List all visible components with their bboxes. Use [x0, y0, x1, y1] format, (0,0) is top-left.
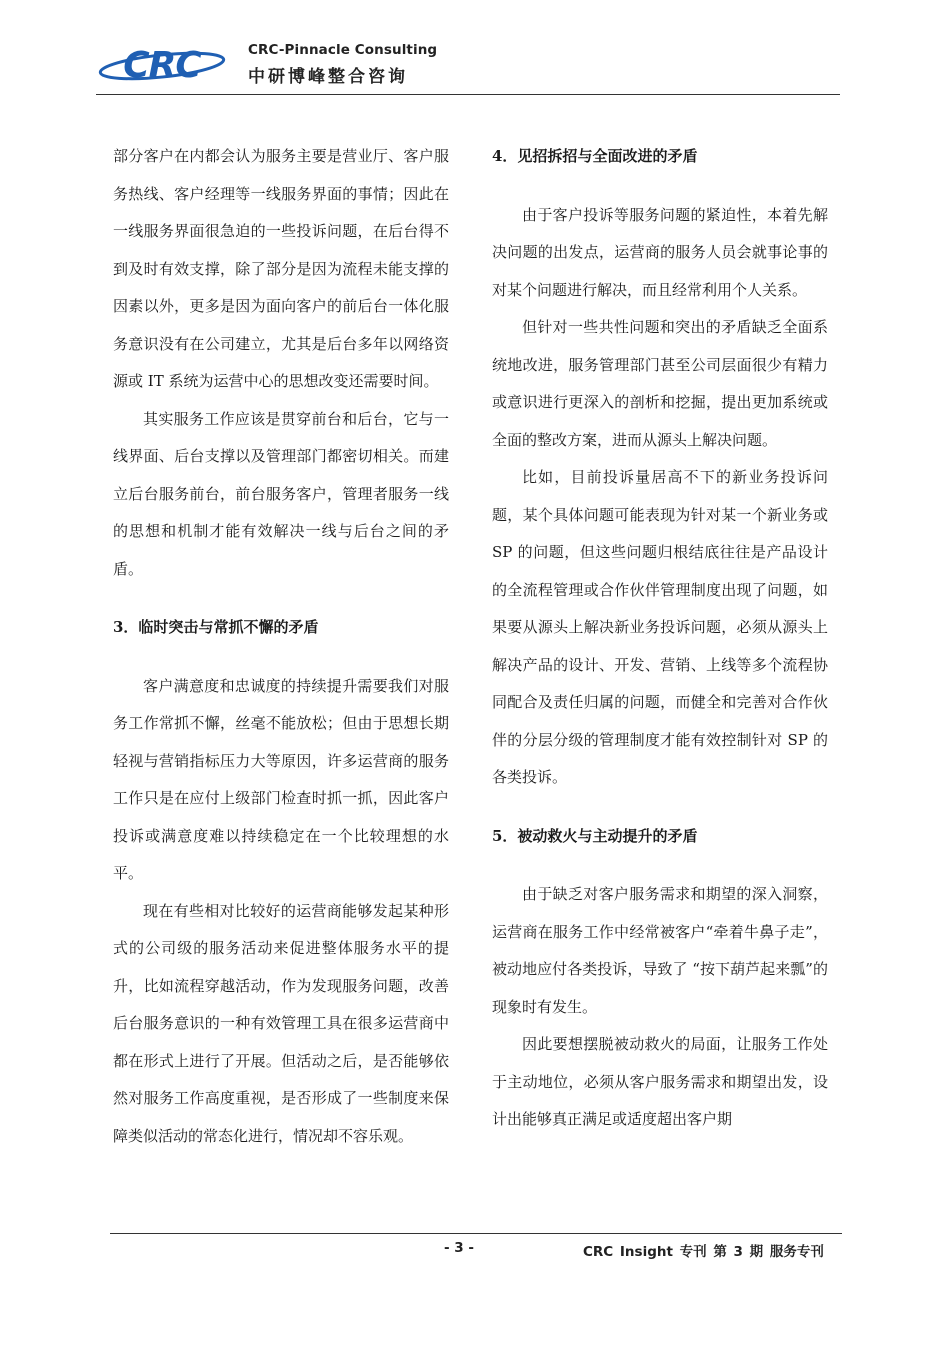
paragraph: 因此要想摆脱被动救火的局面，让服务工作处于主动地位，必须从客户服务需求和期望出发，设计出能够真正满足或适度超出客户期 [492, 1035, 828, 1128]
paragraph: 由于缺乏对客户服务需求和期望的深入洞察，运营商在服务工作中经常被客户“牵着牛鼻子走”，被动地应付各类投诉，导致了 “按下葫芦起来瓢”的现象时有发生。 [492, 885, 828, 1016]
paragraph: 部分客户在内都会认为服务主要是营业厅、客户服务热线、客户经理等一线服务界面的事情；因此在一线服务界面很急迫的一些投诉问题，在后台得不到及时有效支撑，除了部分是因为流程未能支撑的因素以外，更多是因为面向客户的前后台一体化服务意识没有在公司建立，尤其是后台多年以网络资源或 IT 系统为运营中心的思想改变还需要时间。 [113, 147, 449, 390]
section-heading-4: 4．见招拆招与全面改进的矛盾 [492, 147, 698, 165]
paragraph: 其实服务工作应该是贯穿前台和后台，它与一线界面、后台支撑以及管理部门都密切相关。而建立后台服务前台，前台服务客户，管理者服务一线的思想和机制才能有效解决一线与后台之间的矛盾。 [113, 409, 449, 578]
company-name-block [248, 42, 437, 87]
paragraph: 由于客户投诉等服务问题的紧迫性，本着先解决问题的出发点，运营商的服务人员会就事论事的对某个问题进行解决，而且经常利用个人关系。 [492, 205, 828, 299]
section-heading-5: 5．被动救火与主动提升的矛盾 [492, 826, 698, 845]
section-heading-3: 3．临时突击与常抓不懈的矛盾 [113, 618, 319, 636]
paragraph: 但针对一些共性问题和突出的矛盾缺乏全面系统地改进，服务管理部门甚至公司层面很少有精力或意识进行更深入的剖析和挖掘，提出更加系统或全面的整改方案，进而从源头上解决问题。 [492, 318, 828, 449]
page-header [96, 40, 840, 96]
company-name-chinese: 中研博峰整合咨询 [248, 67, 408, 87]
paragraph: 比如，目前投诉量居高不下的新业务投诉问题，某个具体问题可能表现为针对某一个新业务或 SP 的问题，但这些问题归根结底往往是产品设计的全流程管理或合作伙伴管理制度出现了问题，如果要从源头上解决新业务投诉问题，必须从源头上解决产品的设计、开发、营销、上线等多个流程协同配合及责任归属的问题，而健全和完善对合作伙伴的分层分级的管理制度才能有效控制针对 SP 的各类投诉。 [492, 468, 828, 786]
paragraph: 现在有些相对比较好的运营商能够发起某种形式的公司级的服务活动来促进整体服务水平的提升，比如流程穿越活动，作为发现服务问题，改善后台服务意识的一种有效管理工具在很多运营商中都在形式上进行了开展。但活动之后，是否能够依然对服务工作高度重视，是否形成了一些制度来保障类似活动的常态化进行，情况却不容乐观。 [113, 901, 449, 1145]
logo-text: CRC [123, 45, 201, 86]
header-divider [96, 94, 840, 95]
crc-logo [96, 44, 228, 88]
publication-info: CRC Insight 专刊 第 3 期 服务专刊 [583, 1244, 824, 1260]
footer-divider [110, 1233, 842, 1234]
page-number: - 3 - [444, 1240, 474, 1256]
company-name-english: CRC-Pinnacle Consulting [248, 42, 438, 58]
left-column [113, 138, 449, 1155]
paragraph: 客户满意度和忠诚度的持续提升需要我们对服务工作常抓不懈，丝毫不能放松；但由于思想长期轻视与营销指标压力大等原因，许多运营商的服务工作只是在应付上级部门检查时抓一抓，因此客户投诉或满意度难以持续稳定在一个比较理想的水平。 [113, 676, 449, 882]
right-column [492, 138, 828, 1139]
